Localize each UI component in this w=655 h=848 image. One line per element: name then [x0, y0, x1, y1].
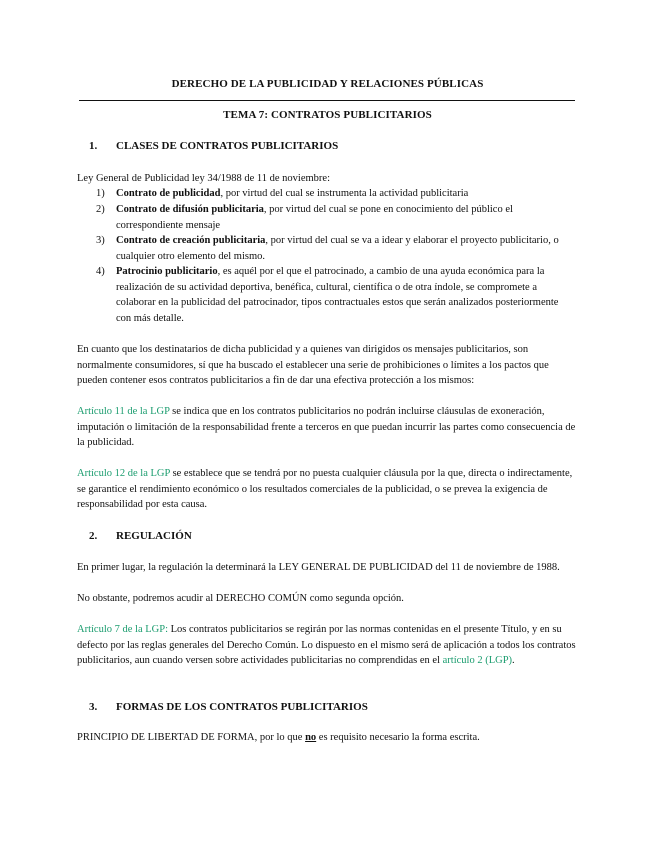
form-principle-end: es requisito necesario la forma escrita. [316, 732, 480, 743]
list-item-number: 2) [96, 204, 105, 215]
article-11-link[interactable]: Artículo 11 de la LGP [77, 406, 170, 417]
form-principle-text: PRINCIPIO DE LIBERTAD DE FORMA, por lo que [77, 732, 306, 743]
form-principle-paragraph [77, 730, 577, 746]
article-11-paragraph [77, 404, 577, 451]
list-item-text: , por virtud del cual se instrumenta la actividad publicitaria [220, 188, 469, 199]
article-12-text: se establece que se tendrá por no puesta cualquier cláusula por la que, directa o indirectamente, se garantice el rendimiento económico o los resultados comerciales de la publicidad, o se prevea la exigencia de responsabilidad por esta causa. [77, 468, 573, 510]
article-12-link[interactable]: Artículo 12 de la LGP [77, 468, 170, 479]
article-7-paragraph [77, 622, 577, 669]
section-2-title: REGULACIÓN [116, 530, 192, 542]
article-7-link[interactable]: Artículo 7 de la LGP: [77, 624, 168, 635]
list-item-number: 4) [96, 266, 105, 277]
list-item-text: , es aquél por el que el patrocinado, a cambio de una ayuda económica para la realización de su actividad deportiva, benéfica, cultural, científica o de otra índole, se compromete a colaborar en la publicidad del patrocinador, tipos contractuales estos que serán analizados posteriormente con más detalle. [116, 266, 559, 324]
section-1-number: 1. [89, 140, 98, 152]
title-divider [79, 100, 575, 101]
section-3-number: 3. [89, 701, 98, 713]
list-item-number: 3) [96, 235, 105, 246]
topic-title: TEMA 7: CONTRATOS PUBLICITARIOS [223, 109, 432, 121]
regulation-paragraph-2: No obstante, podremos acudir al DERECHO COMÚN como segunda opción. [77, 593, 404, 604]
regulation-paragraph-1: En primer lugar, la regulación la determinará la LEY GENERAL DE PUBLICIDAD del 11 de noviembre de 1988. [77, 562, 560, 573]
list-item-text: , por virtud del cual se pone en conocimiento del público el correspondiente mensaje [116, 204, 513, 231]
list-item-term: Contrato de difusión publicitaria [116, 204, 264, 215]
article-12-paragraph [77, 466, 577, 513]
list-item-term: Contrato de publicidad [116, 188, 221, 199]
article-2-link[interactable]: artículo 2 (LGP) [442, 655, 513, 666]
list-item-text: , por virtud del cual se va a idear y elaborar el proyecto publicitario, o cualquier otro elemento del mismo. [116, 235, 559, 262]
list-item-number: 1) [96, 188, 105, 199]
section-1-intro: Ley General de Publicidad ley 34/1988 de 11 de noviembre: [77, 173, 330, 184]
list-item-term: Patrocinio publicitario [116, 266, 218, 277]
list-item-term: Contrato de creación publicitaria [116, 235, 266, 246]
destinatarios-paragraph: En cuanto que los destinatarios de dicha publicidad y a quienes van dirigidos os mensajes publicitarios, son normalmente consumidores, sí que ha buscado el establecer una serie de prohibiciones o límites a los pactos que pueden contener esos contratos publicitarios a fin de dar una efectiva protección a los mismos: [77, 344, 549, 386]
course-title: DERECHO DE LA PUBLICIDAD Y RELACIONES PÚBLICAS [171, 78, 484, 90]
section-2-number: 2. [89, 530, 98, 542]
article-11-text: se indica que en los contratos publicitarios no podrán incluirse cláusulas de exoneración, imputación o limitación de la responsabilidad frente a terceros en que puedan incurrir las partes como consecuencia de la publicidad. [77, 406, 576, 448]
form-principle-emphasis: no [305, 732, 317, 743]
section-3-title: FORMAS DE LOS CONTRATOS PUBLICITARIOS [116, 701, 368, 713]
article-7-text: Los contratos publicitarios se regirán por las normas contenidas en el presente Título, y en su defecto por las reglas generales del Derecho Común. Lo dispuesto en el mismo será de aplicación a todos los contratos publicitarios, aun cuando versen sobre actividades publicitarias no comprendidas en el [77, 624, 576, 666]
section-1-title: CLASES DE CONTRATOS PUBLICITARIOS [116, 140, 339, 152]
article-7-end: . [512, 655, 515, 666]
